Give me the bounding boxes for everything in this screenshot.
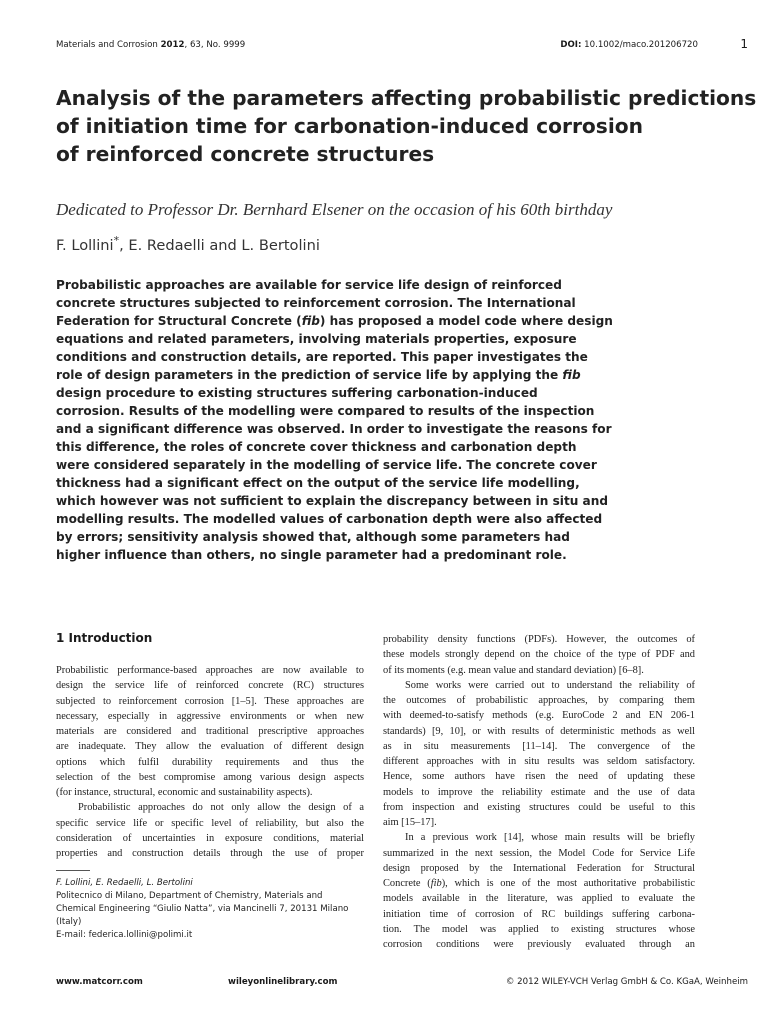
body-line: materials are considered and traditional prescriptive approaches [56,726,364,737]
body-line: consideration of uncertainties in exposure conditions, material [56,832,364,844]
title-line: Analysis of the parameters affecting probabilistic predictions [56,86,757,110]
page-number: 1 [740,37,748,51]
body-line: different approaches with in situ results was seldom satisfactory. [383,756,695,767]
author-footnote [56,877,376,942]
body-line: specific service life or specific level of reliability, but also the [56,817,364,829]
abstract-line: which however was not sufficient to explain the discrepancy between in situ and [56,494,608,508]
body-line: necessary, especially in aggressive environments or when new [56,710,364,722]
abstract-line: and a significant difference was observed. In order to investigate the reasons for [56,422,612,436]
body-line: properties and construction details through the use of proper [56,848,364,859]
footnote-affiliation: Chemical Engineering “Giulio Natta”, via Mancinelli 7, 20131 Milano [56,904,349,914]
abstract-line: were considered separately in the modelling of service life. The concrete cover [56,458,597,472]
body-line: of its moments (e.g. mean value and standard deviation) [6–8]. [383,664,644,676]
body-line: aim [15–17]. [383,817,437,828]
left-column [56,663,364,861]
journal-reference [56,40,245,50]
author-list [56,234,320,254]
body-line: options which fulfil durability requirements and thus the [56,756,364,768]
section-heading: 1 Introduction [56,631,153,645]
doi-value[interactable]: 10.1002/maco.201206720 [581,40,698,50]
abstract-line: role of design parameters in the prediction of service life by applying the fib [56,368,581,382]
doi-label: DOI: [560,40,582,50]
body-line: design proposed by the International Federation for Structural [383,862,695,874]
footnote-affiliation: Politecnico di Milano, Department of Chemistry, Materials and [56,891,323,901]
body-line: Concrete (fib), which is one of the most authoritative probabilistic [383,878,695,889]
doi[interactable] [560,40,698,50]
abstract-line: conditions and construction details, are reported. This paper investigates the [56,350,588,364]
footer-library-link[interactable]: wileyonlinelibrary.com [228,977,338,987]
abstract-line: by errors; sensitivity analysis showed that, although some parameters had [56,530,570,544]
abstract-line: design procedure to existing structures suffering carbonation-induced [56,386,538,400]
body-line: Some works were carried out to understand the reliability of [405,679,695,691]
dedication: Dedicated to Professor Dr. Bernhard Elsener on the occasion of his 60th birthday [56,200,613,219]
journal-name: Materials and Corrosion [56,40,161,50]
body-line: selection of the best compromise among various design aspects [56,771,364,783]
journal-volume: , 63, No. 9999 [184,40,246,50]
footer-copyright: © 2012 WILEY-VCH Verlag GmbH & Co. KGaA, Weinheim [505,977,748,987]
author-first: F. Lollini [56,236,114,254]
abstract-line: this difference, the roles of concrete cover thickness and carbonation depth [56,440,577,454]
article-title [56,84,757,168]
body-line: In a previous work [14], whose main results will be briefly [405,832,695,844]
body-line: summarized in the next session, the Model Code for Service Life [383,847,695,859]
body-line: models available in the literature, was applied to evaluate the [383,893,695,905]
abstract-line: equations and related parameters, involving materials properties, exposure [56,332,577,346]
footnote-email[interactable]: E-mail: federica.lollini@polimi.it [56,930,193,940]
abstract-line: corrosion. Results of the modelling were compared to results of the inspection [56,404,595,418]
body-line: tion. The model was applied to existing structures whose [383,923,695,935]
body-line: probability density functions (PDFs). However, the outcomes of [383,634,695,645]
abstract-line: higher influence than others, no single parameter had a predominant role. [56,548,567,562]
body-line: corrosion conditions were previously evaluated through an [383,939,695,950]
body-line: initiation time of corrosion of RC buildings suffering carbona- [383,908,695,920]
body-line: subjected to reinforcement corrosion [1–5]. These approaches are [56,695,364,707]
body-line: models to improve the reliability estimate and the use of data [383,786,695,798]
footnote-authors: F. Lollini, E. Redaelli, L. Bertolini [56,878,193,888]
body-line: the outcomes of probabilistic approaches, by comparing them [383,695,695,706]
body-line: from inspection and existing structures could be useful to this [383,801,695,813]
abstract-line: concrete structures subjected to reinforcement corrosion. The International [56,296,576,310]
body-line: with deemed-to-satisfy methods (e.g. EuroCode 2 and EN 206-1 [383,710,695,722]
body-line: Hence, some authors have risen the need of updating these [383,771,695,783]
footnote-affiliation: (Italy) [56,917,82,927]
body-line: as in situ measurements [11–14]. The convergence of the [383,740,695,752]
abstract-line: modelling results. The modelled values of carbonation depth were also affected [56,512,603,526]
corresponding-mark: * [113,234,120,247]
footer-site-link[interactable]: www.matcorr.com [56,977,143,987]
title-line: of initiation time for carbonation-induced corrosion [56,114,643,138]
abstract [56,276,613,564]
body-line: design the service life of reinforced concrete (RC) structures [56,680,364,692]
journal-year: 2012 [160,40,185,50]
abstract-line: thickness had a significant effect on the output of the service life modelling, [56,476,580,490]
footnote-divider [56,870,90,871]
abstract-line: Federation for Structural Concrete (fib) has proposed a model code where design [56,314,613,328]
body-line: these models strongly depend on the choice of the type of PDF and [383,649,695,661]
body-line: are inadequate. They allow the evaluation of different design [56,741,364,753]
title-line: of reinforced concrete structures [56,142,435,166]
body-line: standards) [9, 10], or with results of deterministic methods as well [383,725,695,737]
abstract-line: Probabilistic approaches are available for service life design of reinforced [56,278,562,292]
body-line: Probabilistic approaches do not only allow the design of a [78,802,364,814]
body-line: (for instance, structural, economic and sustainability aspects). [56,787,313,798]
author-rest: , E. Redaelli and L. Bertolini [119,236,320,254]
right-column [383,632,695,952]
body-line: Probabilistic performance-based approaches are now available to [56,665,364,676]
